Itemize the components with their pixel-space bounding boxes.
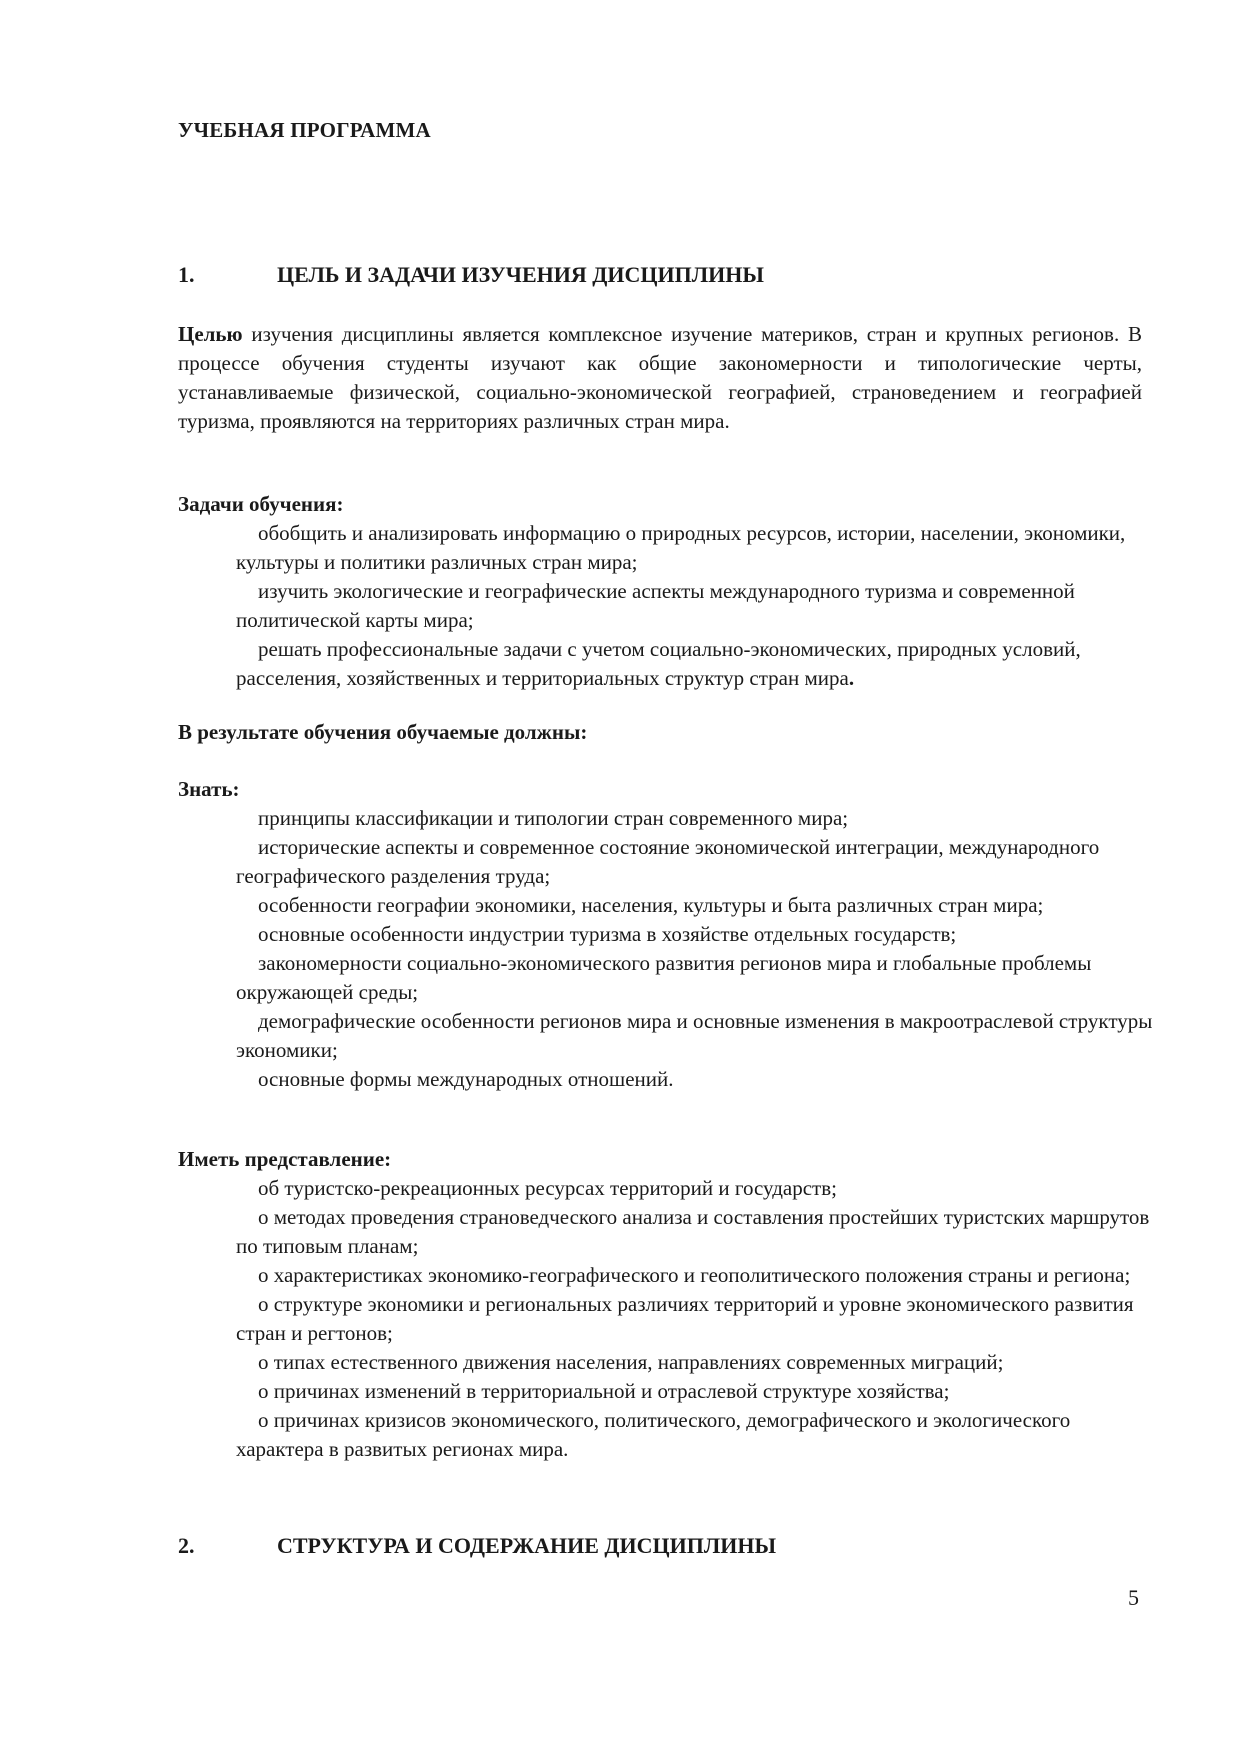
section-number: 1. [178, 262, 195, 287]
tasks-list [236, 519, 1156, 693]
know-list [236, 804, 1156, 1094]
list-item: изучить экологические и географические аспекты международного туризма и современной политической карты мира; [236, 579, 1075, 632]
list-item: основные формы международных отношений. [258, 1067, 674, 1091]
result-heading: В результате обучения обучаемые должны: [178, 720, 588, 744]
list-item: исторические аспекты и современное состояние экономической интеграции, международного географического разделения труда; [236, 835, 1100, 888]
document-title: УЧЕБНАЯ ПРОГРАММА [178, 118, 431, 142]
list-item [236, 635, 1156, 693]
page-number: 5 [1128, 1585, 1139, 1610]
section-number: 2. [178, 1533, 195, 1558]
list-item: о методах проведения страноведческого анализа и составления простейших туристских маршрутов по типовым планам; [236, 1205, 1150, 1258]
intro-paragraph [178, 320, 1142, 436]
idea-list [236, 1174, 1156, 1464]
intro-lead-word: Целью [178, 322, 243, 346]
know-heading: Знать: [178, 777, 240, 801]
list-item: демографические особенности регионов мира и основные изменения в макроотраслевой структуры экономики; [236, 1009, 1153, 1062]
list-item: принципы классификации и типологии стран современного мира; [258, 806, 849, 830]
section-title: ЦЕЛЬ И ЗАДАЧИ ИЗУЧЕНИЯ ДИСЦИПЛИНЫ [277, 262, 764, 287]
list-item-end-punct: . [848, 666, 855, 690]
section-title: СТРУКТУРА И СОДЕРЖАНИЕ ДИСЦИПЛИНЫ [277, 1533, 777, 1558]
list-item: о типах естественного движения населения, направлениях современных миграций; [258, 1350, 1004, 1374]
list-item: основные особенности индустрии туризма в хозяйстве отдельных государств; [258, 922, 957, 946]
list-item: о причинах кризисов экономического, политического, демографического и экологического характера в развитых регионах мира. [236, 1408, 1071, 1461]
list-item: обобщить и анализировать информацию о природных ресурсов, истории, населении, экономики, культуры и политики различных стран мира; [236, 521, 1126, 574]
list-item-text: решать профессиональные задачи с учетом социально-экономических, природных условий, расселения, хозяйственных и территориальных структур стран мира [236, 637, 1081, 690]
list-item: закономерности социально-экономического развития регионов мира и глобальные проблемы окружающей среды; [236, 951, 1092, 1004]
list-item: о характеристиках экономико-географического и геополитического положения страны и региона; [258, 1263, 1131, 1287]
list-item: о причинах изменений в территориальной и отраслевой структуре хозяйства; [258, 1379, 950, 1403]
tasks-heading: Задачи обучения: [178, 492, 344, 516]
idea-heading: Иметь представление: [178, 1147, 392, 1171]
list-item: о структуре экономики и региональных различиях территорий и уровне экономического развития стран и регтонов; [236, 1292, 1134, 1345]
intro-text: изучения дисциплины является комплексное изучение материков, стран и крупных регионов. В процессе обучения студенты изучают как общие закономерности и типологические черты, устанавливаемые физической, социально-экономической географией, страноведением и географией туризма, проявляются на территориях различных стран мира. [178, 322, 1142, 433]
list-item: об туристско-рекреационных ресурсах территорий и государств; [258, 1176, 837, 1200]
list-item: особенности географии экономики, населения, культуры и быта различных стран мира; [258, 893, 1044, 917]
